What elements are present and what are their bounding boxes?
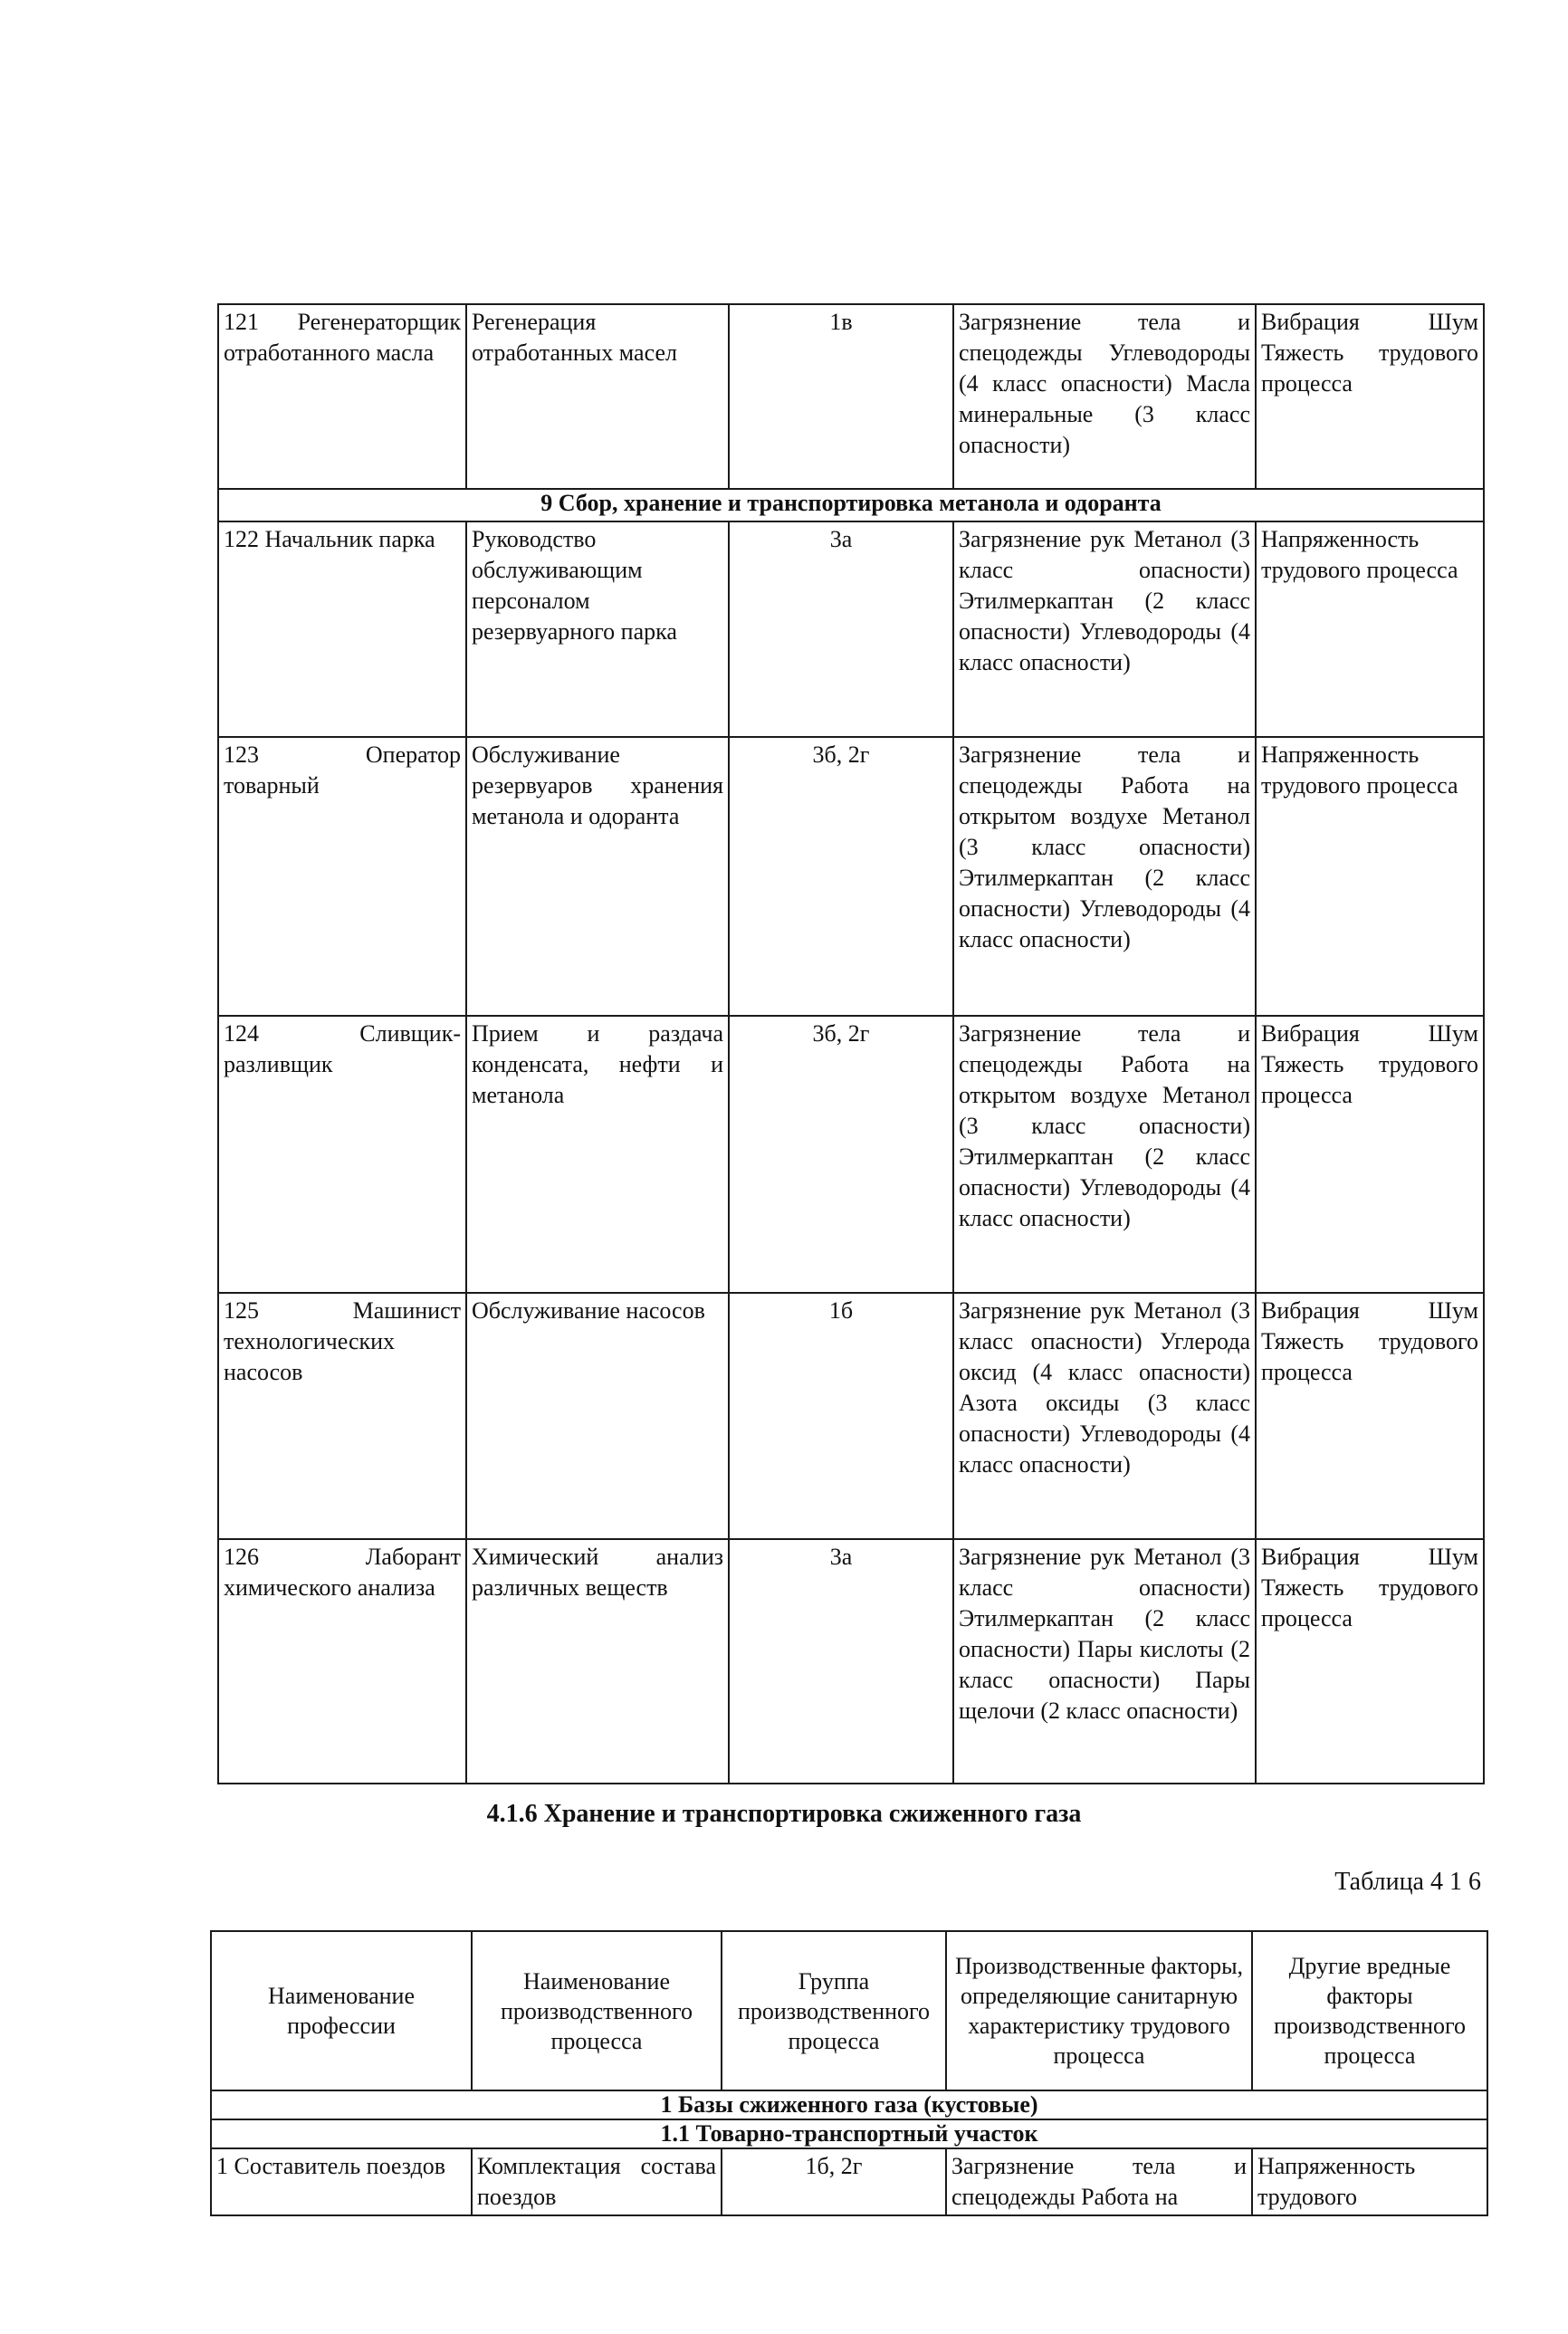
profession-cell: 126 Лаборант химического анализа [218,1539,466,1784]
group-cell: 3б, 2г [729,1016,953,1293]
header-group: Группа производственного процесса [722,1931,946,2090]
section-subtitle: 4.1.6 Хранение и транспортировка сжиженного газа [486,1800,1082,1828]
process-cell: Обслуживание насосов [466,1293,729,1539]
profession-cell: 125 Машинист технологических насосов [218,1293,466,1539]
factors-cell: Загрязнение рук Метанол (3 класс опасности) Этилмеркаптан (2 класс опасности) Пары кислоты (2 класс опасности) Пары щелочи (2 класс опасности) [953,1539,1256,1784]
table-row [218,737,1484,1016]
process-cell: Руководство обслуживающим персоналом резервуарного парка [466,521,729,737]
profession-cell: 124 Сливщик-разливщик [218,1016,466,1293]
group-cell: 1б, 2г [722,2148,946,2215]
table-row [218,304,1484,489]
hygiene-table-4-1-6 [210,1930,1488,2216]
table-number: Таблица 4 1 6 [1334,1868,1481,1896]
table-row [218,1539,1484,1784]
header-profession: Наименование профессии [211,1931,472,2090]
hygiene-table-continued [217,303,1485,1784]
section-row [211,2119,1487,2148]
group-cell: 3а [729,521,953,737]
section-heading: 1.1 Товарно-транспортный участок [211,2119,1487,2148]
factors-cell: Загрязнение тела и спецодежды Работа на открытом воздухе Метанол (3 класс опасности) Этилмеркаптан (2 класс опасности) Углеводороды (4 класс опасности) [953,737,1256,1016]
profession-cell: 122 Начальник парка [218,521,466,737]
section-heading: 9 Сбор, хранение и транспортировка метанола и одоранта [218,489,1484,521]
section-row [211,2090,1487,2119]
process-cell: Обслуживание резервуаров хранения метанола и одоранта [466,737,729,1016]
header-other-factors: Другие вредные факторы производственного процесса [1252,1931,1487,2090]
header-process: Наименование производственного процесса [472,1931,722,2090]
process-cell: Комплектация состава поездов [472,2148,722,2215]
process-cell: Прием и раздача конденсата, нефти и метанола [466,1016,729,1293]
other-factors-cell: Вибрация Шум Тяжесть трудового процесса [1256,1293,1484,1539]
other-factors-cell: Напряженность трудового процесса [1256,737,1484,1016]
other-factors-cell: Вибрация Шум Тяжесть трудового процесса [1256,1016,1484,1293]
factors-cell: Загрязнение тела и спецодежды Работа на открытом воздухе Метанол (3 класс опасности) Этилмеркаптан (2 класс опасности) Углеводороды (4 класс опасности) [953,1016,1256,1293]
table-row [211,2148,1487,2215]
table-row [218,1016,1484,1293]
other-factors-cell: Вибрация Шум Тяжесть трудового процесса [1256,304,1484,489]
process-cell: Регенерация отработанных масел [466,304,729,489]
process-cell: Химический анализ различных веществ [466,1539,729,1784]
factors-cell: Загрязнение рук Метанол (3 класс опасности) Углерода оксид (4 класс опасности) Азота оксиды (3 класс опасности) Углеводороды (4 класс опасности) [953,1293,1256,1539]
other-factors-cell: Напряженность трудового процесса [1256,521,1484,737]
other-factors-cell: Вибрация Шум Тяжесть трудового процесса [1256,1539,1484,1784]
group-cell: 1б [729,1293,953,1539]
group-cell: 1в [729,304,953,489]
group-cell: 3б, 2г [729,737,953,1016]
other-factors-cell: Напряженность трудового [1252,2148,1487,2215]
table-header-row [211,1931,1487,2090]
profession-cell: 123 Оператор товарный [218,737,466,1016]
factors-cell: Загрязнение тела и спецодежды Работа на [946,2148,1252,2215]
table-row [218,521,1484,737]
factors-cell: Загрязнение тела и спецодежды Углеводороды (4 класс опасности) Масла минеральные (3 класс опасности) [953,304,1256,489]
table-row [218,1293,1484,1539]
factors-cell: Загрязнение рук Метанол (3 класс опасности) Этилмеркаптан (2 класс опасности) Углеводороды (4 класс опасности) [953,521,1256,737]
profession-cell: 121 Регенераторщик отработанного масла [218,304,466,489]
profession-cell: 1 Составитель поездов [211,2148,472,2215]
section-row [218,489,1484,521]
section-heading: 1 Базы сжиженного газа (кустовые) [211,2090,1487,2119]
group-cell: 3а [729,1539,953,1784]
header-factors: Производственные факторы, определяющие санитарную характеристику трудового процесса [946,1931,1252,2090]
